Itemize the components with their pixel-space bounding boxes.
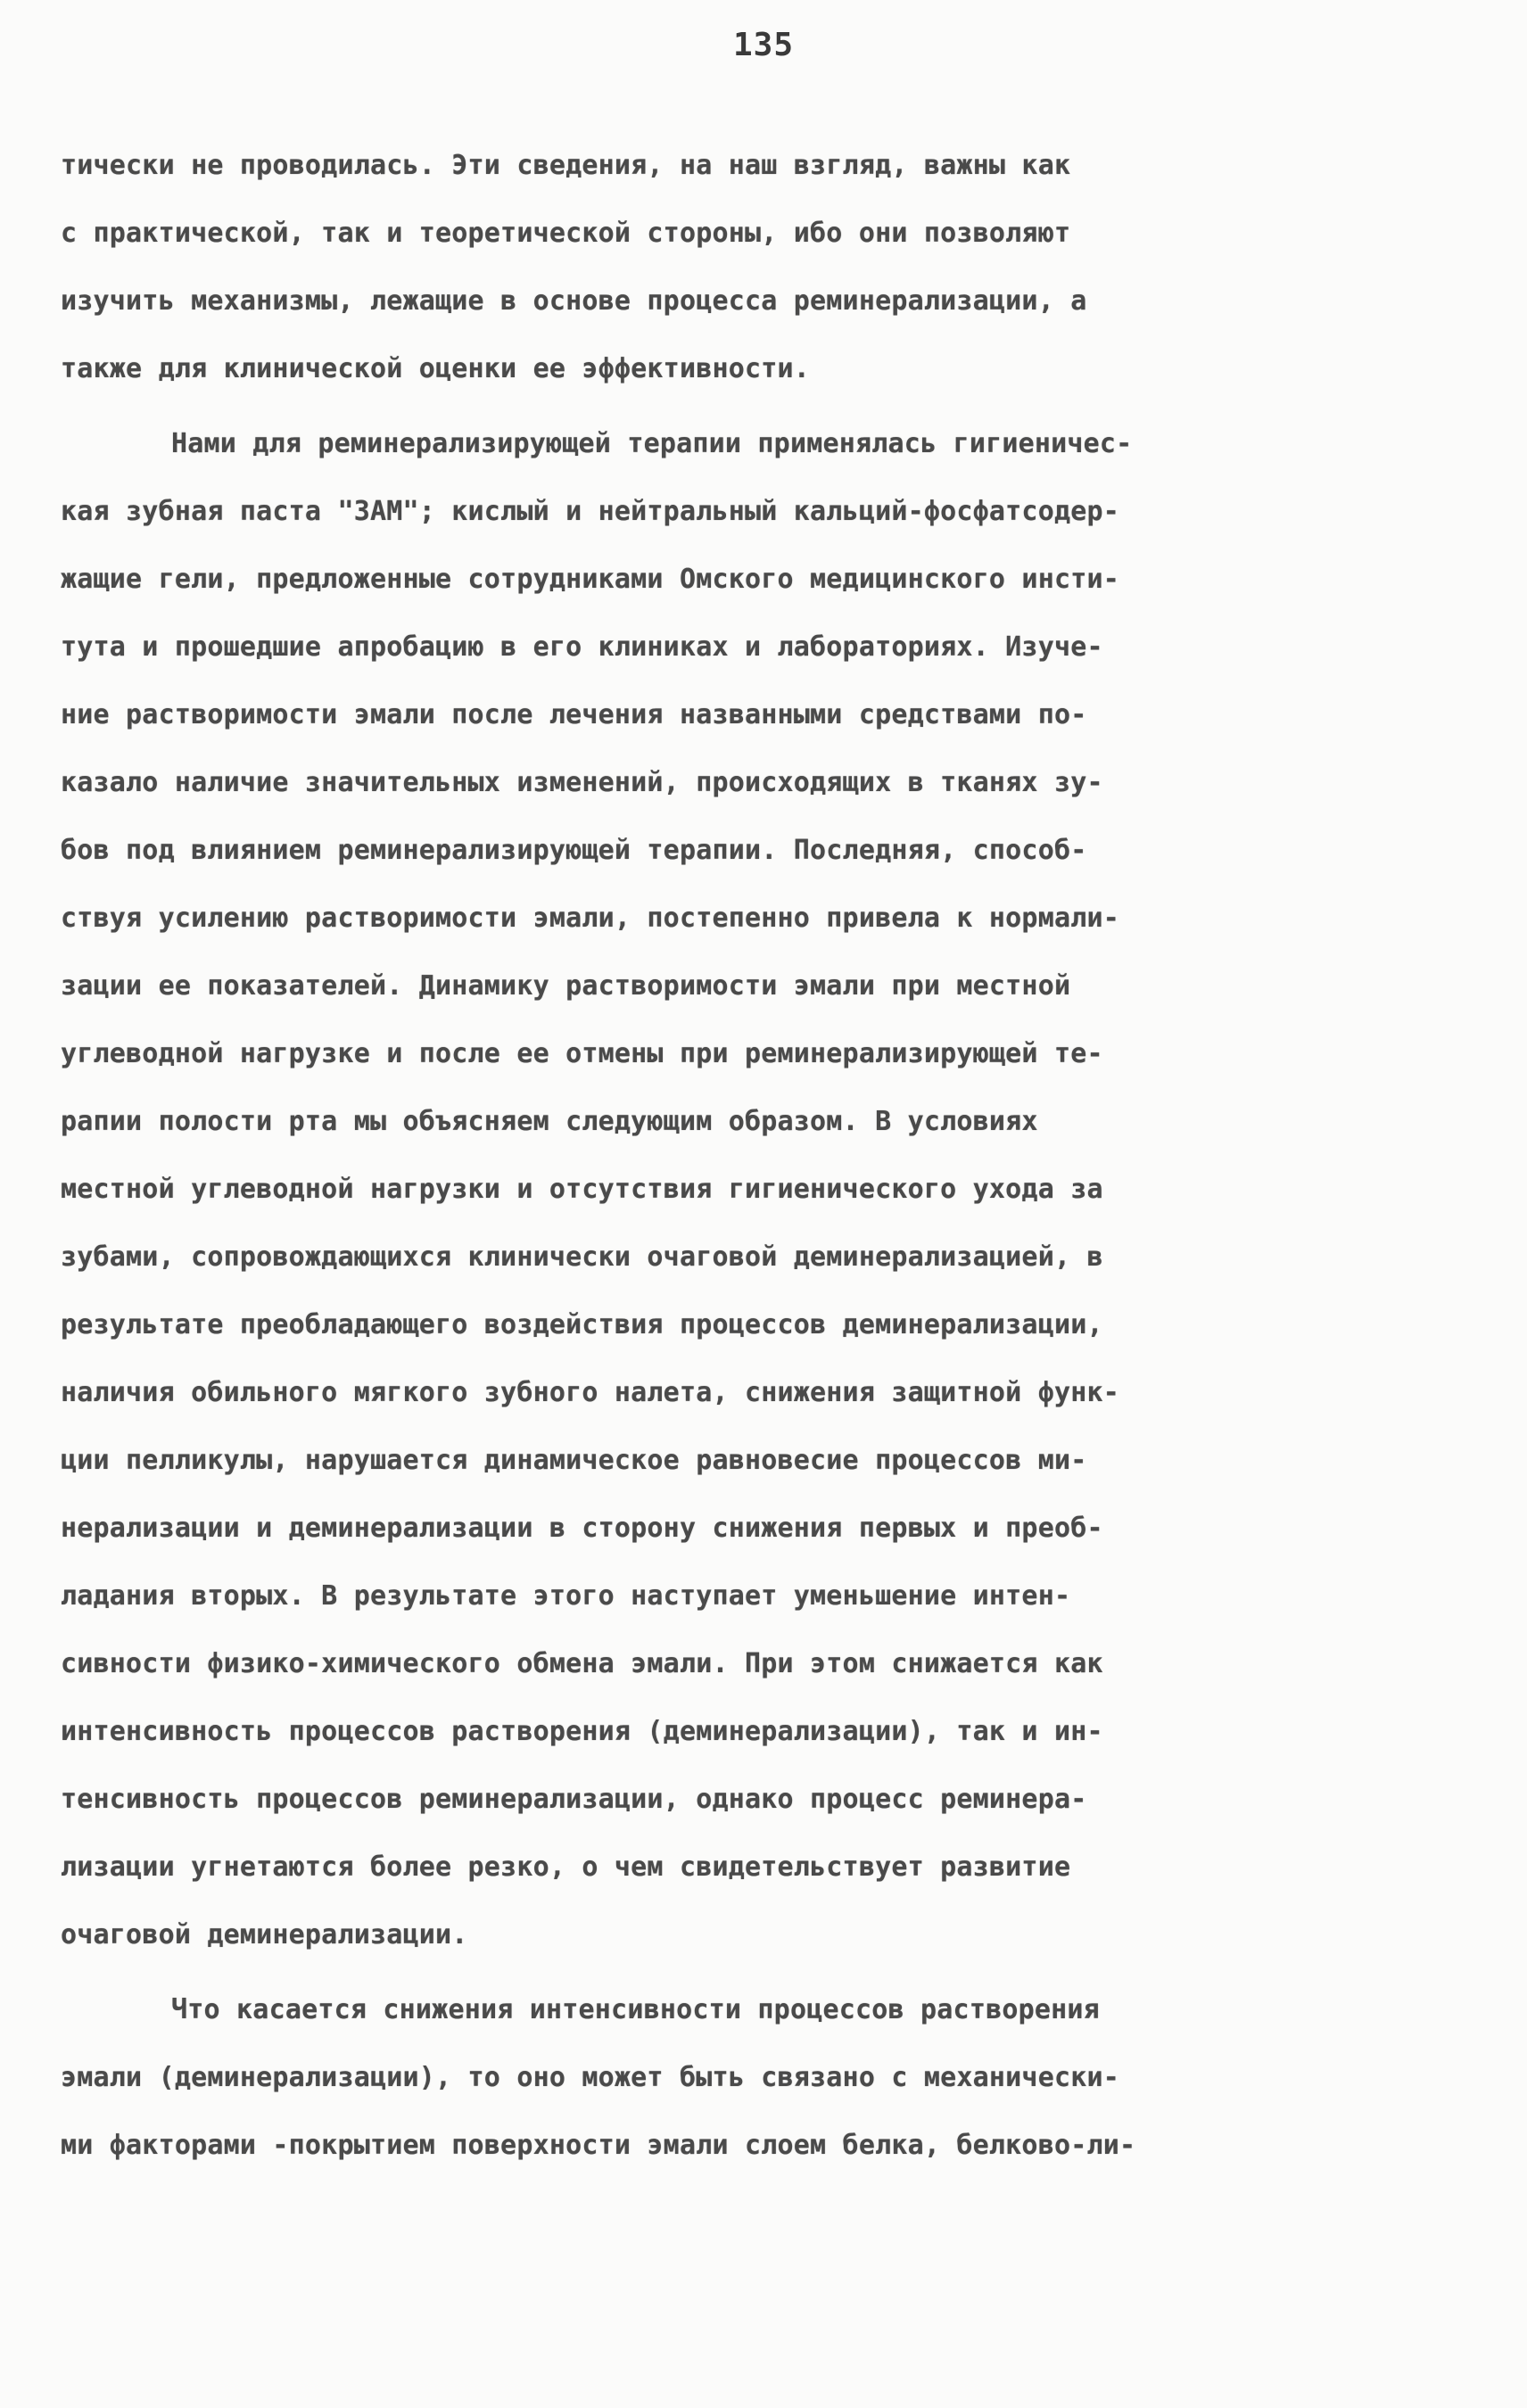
text-line: бов под влиянием реминерализирующей терапии. Последняя, способ- xyxy=(61,835,1087,866)
text-line: зации ее показателей. Динамику растворимости эмали при местной xyxy=(61,970,1071,1002)
body-text xyxy=(61,132,1470,2180)
text-line: ции пелликулы, нарушается динамическое равновесие процессов ми- xyxy=(61,1445,1087,1476)
text-line: нерализации и деминерализации в сторону снижения первых и преоб- xyxy=(61,1513,1103,1544)
text-line: очаговой деминерализации. xyxy=(61,1919,468,1950)
text-line: кая зубная паста "ЗАМ"; кислый и нейтральный кальций-фосфатсодер- xyxy=(61,496,1119,527)
text-line: тута и прошедшие апробацию в его клиниках и лабораториях. Изуче- xyxy=(61,631,1103,663)
text-line: углеводной нагрузке и после ее отмены при реминерализирующей те- xyxy=(61,1038,1103,1069)
text-line: местной углеводной нагрузки и отсутствия гигиенического ухода за xyxy=(61,1174,1103,1205)
text-line: тенсивность процессов реминерализации, однако процесс реминера- xyxy=(61,1784,1087,1815)
text-line: лизации угнетаются более резко, о чем свидетельствует развитие xyxy=(61,1851,1071,1883)
text-line: тически не проводилась. Эти сведения, на наш взгляд, важны как xyxy=(61,150,1071,181)
text-line: эмали (деминерализации), то оно может быть связано с механически- xyxy=(61,2062,1119,2093)
text-line: Что касается снижения интенсивности процессов растворения xyxy=(171,1994,1100,2025)
text-line: сивности физико-химического обмена эмали. При этом снижается как xyxy=(61,1648,1103,1679)
text-line: изучить механизмы, лежащие в основе процесса реминерализации, а xyxy=(61,285,1087,317)
text-line: также для клинической оценки ее эффективности. xyxy=(61,353,811,384)
text-line: зубами, сопровождающихся клинически очаговой деминерализацией, в xyxy=(61,1241,1103,1273)
text-line: ствуя усилению растворимости эмали, постепенно привела к нормали- xyxy=(61,903,1119,934)
text-line: рапии полости рта мы объясняем следующим образом. В условиях xyxy=(61,1106,1038,1137)
text-line: с практической, так и теоретической стороны, ибо они позволяют xyxy=(61,218,1071,249)
text-line: жащие гели, предложенные сотрудниками Омского медицинского инсти- xyxy=(61,564,1119,595)
text-line: ми факторами -покрытием поверхности эмали слоем белка, белково-ли- xyxy=(61,2130,1136,2161)
page-number: 135 xyxy=(732,27,795,63)
text-line: наличия обильного мягкого зубного налета, снижения защитной функ- xyxy=(61,1377,1119,1408)
text-line: ладания вторых. В результате этого наступает уменьшение интен- xyxy=(61,1580,1071,1612)
text-line: Нами для реминерализирующей терапии применялась гигиеничес- xyxy=(171,428,1133,459)
text-line: ние растворимости эмали после лечения названными средствами по- xyxy=(61,699,1087,730)
text-line: интенсивность процессов растворения (деминерализации), так и ин- xyxy=(61,1716,1103,1747)
text-line: результате преобладающего воздействия процессов деминерализации, xyxy=(61,1309,1103,1340)
text-line: казало наличие значительных изменений, происходящих в тканях зу- xyxy=(61,767,1103,798)
